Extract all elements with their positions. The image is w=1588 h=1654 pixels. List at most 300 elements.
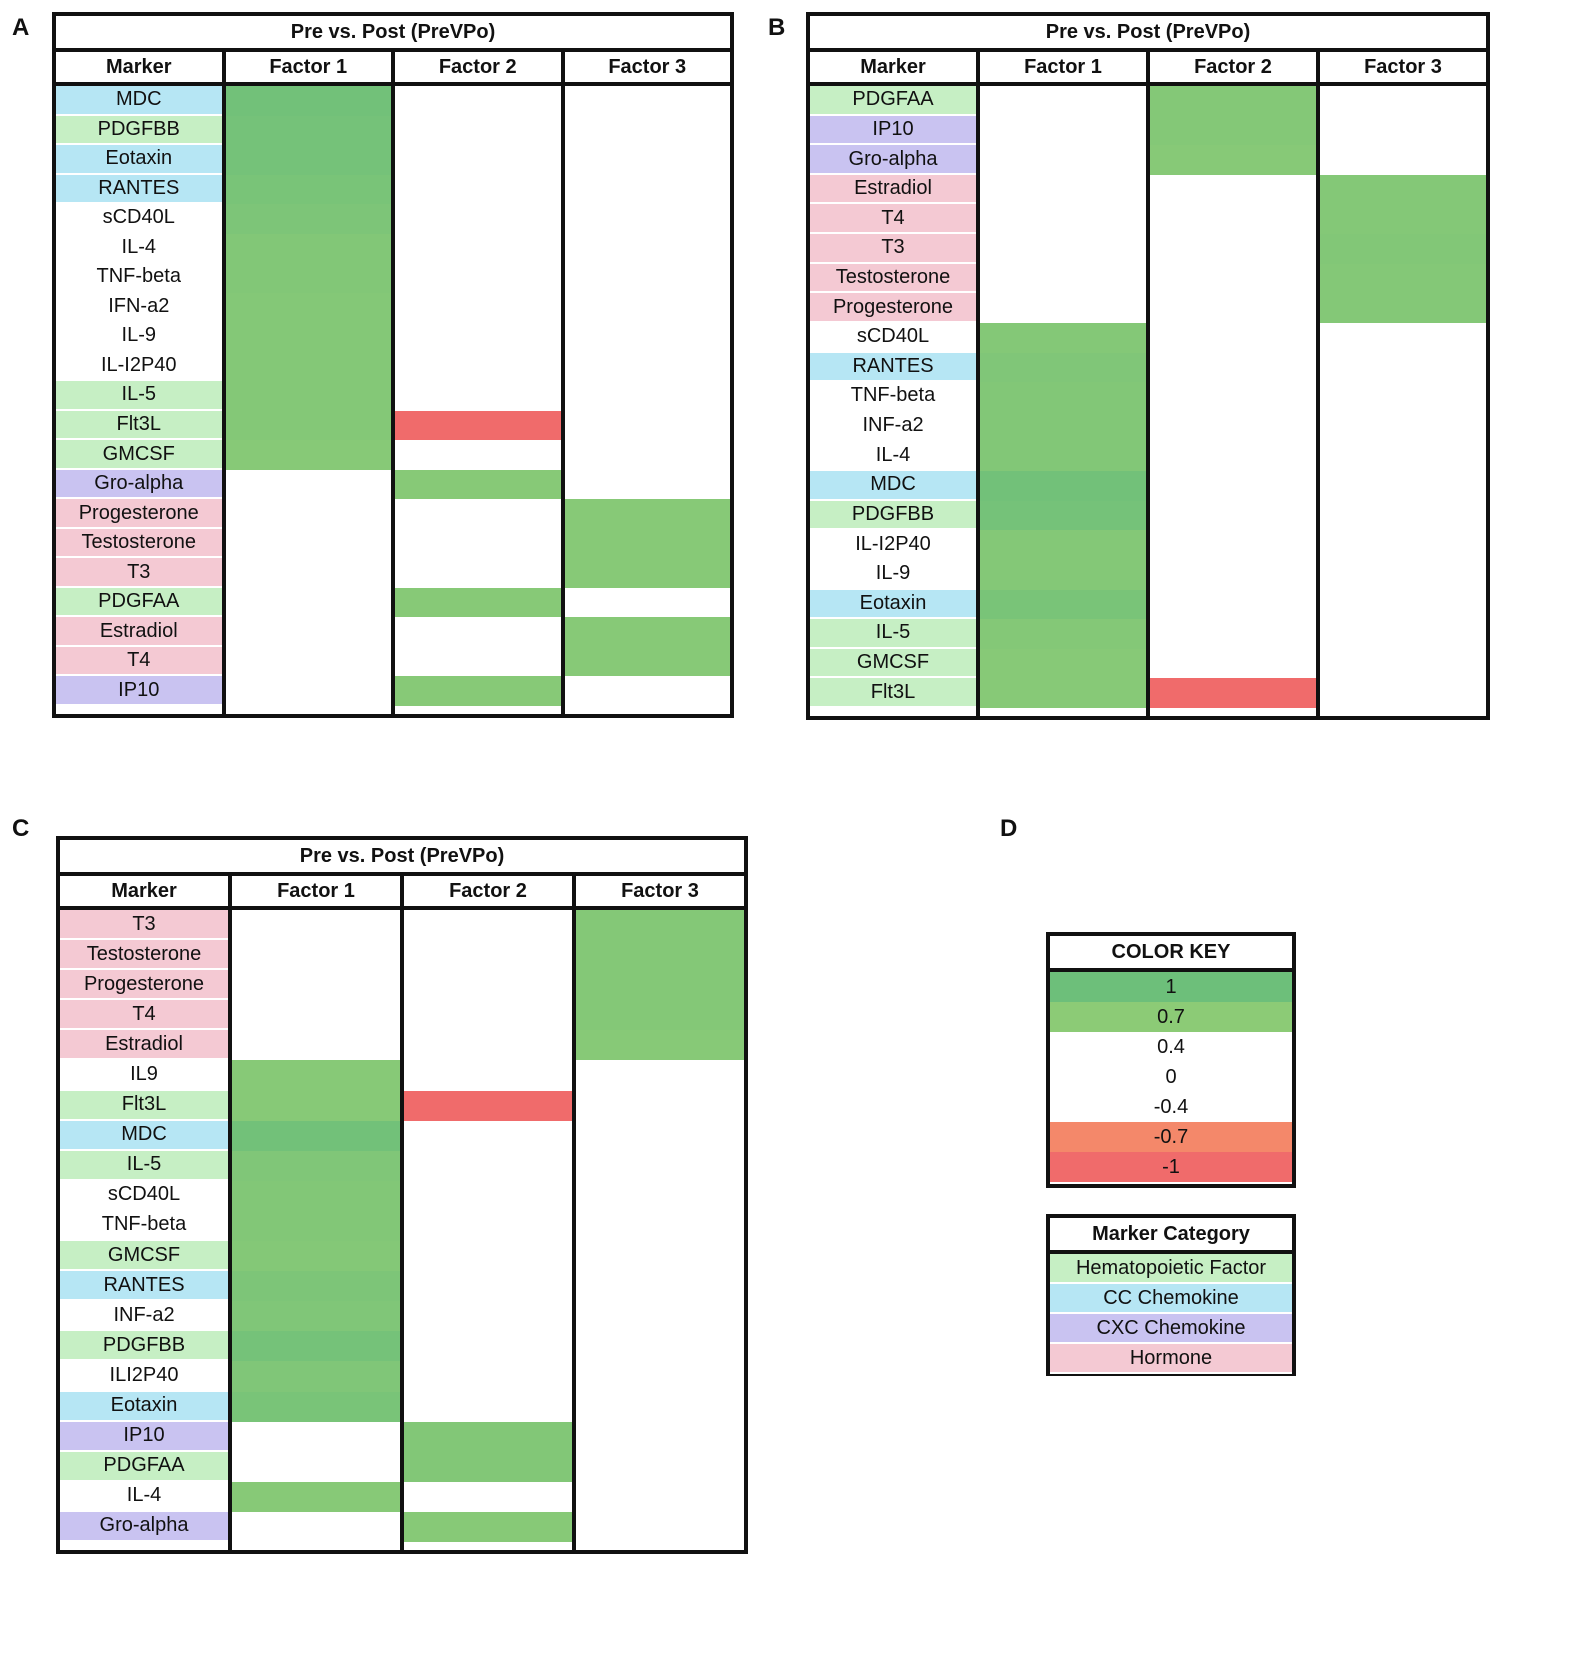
heatmap-cell — [1320, 678, 1486, 708]
heatmap-cell — [232, 940, 400, 971]
heatmap-cell — [1320, 234, 1486, 264]
marker-label: IP10 — [810, 116, 976, 146]
marker-label: INF-a2 — [810, 412, 976, 442]
heatmap-cell — [226, 411, 392, 441]
heatmap-cell — [1150, 86, 1316, 116]
heatmap-cell — [232, 1512, 400, 1543]
heatmap-cell — [1150, 382, 1316, 412]
heatmap-cell — [565, 411, 731, 441]
header-marker: Marker — [105, 55, 172, 78]
heatmap-cell — [395, 204, 561, 234]
heatmap-cell — [1320, 86, 1486, 116]
heatmap-table-c — [56, 836, 748, 1554]
heatmap-cell — [404, 940, 572, 971]
heatmap-cell — [232, 1091, 400, 1122]
heatmap-cell — [576, 1151, 744, 1182]
marker-label: IP10 — [60, 1422, 228, 1452]
heatmap-cell — [226, 676, 392, 706]
color-key-level: 0.7 — [1050, 1002, 1292, 1032]
heatmap-cell — [404, 1331, 572, 1362]
heatmap-cell — [226, 647, 392, 677]
marker-label: T3 — [810, 234, 976, 264]
heatmap-cell — [565, 352, 731, 382]
heatmap-cell — [226, 116, 392, 146]
color-key-level: 1 — [1050, 972, 1292, 1002]
category-key-item: Hormone — [1050, 1344, 1292, 1374]
heatmap-cell — [232, 1301, 400, 1332]
heatmap-cell — [980, 204, 1146, 234]
heatmap-cell — [232, 1151, 400, 1182]
color-key-title: COLOR KEY — [1050, 936, 1292, 972]
heatmap-cell — [576, 1121, 744, 1152]
heatmap-cell — [226, 293, 392, 323]
marker-label: T4 — [56, 647, 222, 677]
marker-label: TNF-beta — [60, 1211, 228, 1241]
heatmap-cell — [232, 970, 400, 1001]
heatmap-cell — [1150, 145, 1316, 175]
heatmap-cell — [395, 263, 561, 293]
heatmap-cell — [576, 1512, 744, 1543]
marker-label: Flt3L — [60, 1091, 228, 1121]
heatmap-cell — [395, 676, 561, 706]
heatmap-cell — [226, 470, 392, 500]
heatmap-cell — [565, 86, 731, 116]
heatmap-cell — [1320, 590, 1486, 620]
heatmap-cell — [980, 234, 1146, 264]
heatmap-cell — [576, 1091, 744, 1122]
marker-label: T3 — [56, 558, 222, 588]
marker-label: INF-a2 — [60, 1301, 228, 1331]
heatmap-cell — [576, 1181, 744, 1212]
heatmap-cell — [1320, 204, 1486, 234]
marker-label: Estradiol — [60, 1030, 228, 1060]
marker-label: IL-5 — [810, 619, 976, 649]
heatmap-cell — [404, 1361, 572, 1392]
heatmap-cell — [1150, 234, 1316, 264]
header-factor-3: Factor 3 — [621, 879, 699, 902]
heatmap-cell — [404, 1181, 572, 1212]
heatmap-cell — [395, 558, 561, 588]
heatmap-cell — [980, 293, 1146, 323]
heatmap-cell — [404, 1211, 572, 1242]
heatmap-cell — [1150, 678, 1316, 708]
heatmap-cell — [1150, 264, 1316, 294]
heatmap-cell — [576, 1301, 744, 1332]
heatmap-cell — [1150, 619, 1316, 649]
heatmap-cell — [232, 1482, 400, 1513]
marker-label: IL-9 — [56, 322, 222, 352]
heatmap-cell — [226, 499, 392, 529]
marker-label: GMCSF — [810, 649, 976, 679]
marker-label: GMCSF — [60, 1241, 228, 1271]
heatmap-cell — [980, 382, 1146, 412]
heatmap-table-b — [806, 12, 1490, 720]
heatmap-cell — [576, 1482, 744, 1513]
heatmap-cell — [576, 1392, 744, 1423]
heatmap-cell — [980, 590, 1146, 620]
heatmap-cell — [980, 560, 1146, 590]
marker-label: PDGFBB — [810, 501, 976, 531]
marker-label: Progesterone — [60, 970, 228, 1000]
panel-label-a: A — [12, 14, 30, 41]
header-factor-3: Factor 3 — [1364, 55, 1442, 78]
header-factor-1: Factor 1 — [269, 55, 348, 78]
heatmap-cell — [980, 619, 1146, 649]
table-title: Pre vs. Post (PreVPo) — [810, 16, 1486, 52]
marker-label: IL9 — [60, 1060, 228, 1090]
heatmap-cell — [576, 940, 744, 971]
column-divider — [391, 52, 395, 714]
heatmap-cell — [1320, 471, 1486, 501]
heatmap-cell — [226, 234, 392, 264]
heatmap-cell — [395, 175, 561, 205]
heatmap-cell — [404, 1482, 572, 1513]
heatmap-cell — [980, 175, 1146, 205]
heatmap-cell — [1320, 353, 1486, 383]
marker-label: IL-I2P40 — [56, 352, 222, 382]
color-key-level: -0.4 — [1050, 1092, 1292, 1122]
marker-label: PDGFBB — [56, 116, 222, 146]
header-factor-1: Factor 1 — [277, 879, 355, 902]
heatmap-cell — [395, 352, 561, 382]
heatmap-cell — [1320, 382, 1486, 412]
marker-label: IL-4 — [60, 1482, 228, 1512]
heatmap-cell — [226, 617, 392, 647]
heatmap-cell — [1320, 619, 1486, 649]
category-key-title: Marker Category — [1050, 1218, 1292, 1254]
heatmap-cell — [1320, 501, 1486, 531]
heatmap-cell — [404, 1091, 572, 1122]
heatmap-cell — [226, 263, 392, 293]
marker-label: IFN-a2 — [56, 293, 222, 323]
heatmap-cell — [1150, 323, 1316, 353]
marker-label: IL-5 — [56, 381, 222, 411]
marker-label: IL-4 — [56, 234, 222, 264]
marker-label: RANTES — [810, 353, 976, 383]
column-divider — [561, 52, 565, 714]
heatmap-cell — [576, 910, 744, 941]
heatmap-cell — [576, 970, 744, 1001]
marker-label: IL-5 — [60, 1151, 228, 1181]
heatmap-cell — [1320, 116, 1486, 146]
heatmap-cell — [980, 86, 1146, 116]
marker-label: IL-I2P40 — [810, 530, 976, 560]
heatmap-cell — [980, 530, 1146, 560]
heatmap-cell — [226, 381, 392, 411]
category-key-item: CC Chemokine — [1050, 1284, 1292, 1314]
heatmap-cell — [1320, 145, 1486, 175]
heatmap-cell — [1320, 412, 1486, 442]
column-divider — [228, 876, 232, 1550]
heatmap-cell — [395, 234, 561, 264]
heatmap-cell — [565, 204, 731, 234]
heatmap-cell — [395, 588, 561, 618]
heatmap-cell — [404, 1271, 572, 1302]
heatmap-cell — [565, 322, 731, 352]
marker-label: Flt3L — [810, 678, 976, 708]
color-key-level: 0.4 — [1050, 1032, 1292, 1062]
heatmap-cell — [980, 441, 1146, 471]
color-key-level: -0.7 — [1050, 1122, 1292, 1152]
table-title: Pre vs. Post (PreVPo) — [60, 840, 744, 876]
marker-label: Eotaxin — [56, 145, 222, 175]
heatmap-cell — [576, 1000, 744, 1031]
heatmap-cell — [404, 1241, 572, 1272]
header-factor-2: Factor 2 — [449, 879, 527, 902]
marker-label: sCD40L — [810, 323, 976, 353]
heatmap-cell — [404, 1452, 572, 1483]
column-divider — [1146, 52, 1150, 716]
marker-label: IL-4 — [810, 441, 976, 471]
heatmap-cell — [404, 1512, 572, 1543]
heatmap-cell — [565, 647, 731, 677]
heatmap-cell — [1150, 441, 1316, 471]
heatmap-cell — [395, 617, 561, 647]
marker-label: T3 — [60, 910, 228, 940]
heatmap-cell — [395, 86, 561, 116]
heatmap-cell — [576, 1422, 744, 1453]
column-divider — [400, 876, 404, 1550]
heatmap-cell — [980, 678, 1146, 708]
heatmap-cell — [565, 234, 731, 264]
heatmap-cell — [395, 470, 561, 500]
header-factor-3: Factor 3 — [608, 55, 687, 78]
heatmap-cell — [226, 204, 392, 234]
marker-label: Testosterone — [56, 529, 222, 559]
heatmap-cell — [565, 588, 731, 618]
heatmap-cell — [1150, 412, 1316, 442]
heatmap-cell — [395, 116, 561, 146]
heatmap-cell — [232, 1030, 400, 1061]
marker-label: Progesterone — [810, 293, 976, 323]
heatmap-cell — [565, 381, 731, 411]
heatmap-cell — [1150, 649, 1316, 679]
heatmap-cell — [576, 1060, 744, 1091]
heatmap-cell — [565, 617, 731, 647]
heatmap-cell — [395, 381, 561, 411]
heatmap-cell — [1320, 530, 1486, 560]
heatmap-cell — [980, 116, 1146, 146]
marker-label: GMCSF — [56, 440, 222, 470]
marker-label: PDGFAA — [60, 1452, 228, 1482]
heatmap-cell — [1150, 590, 1316, 620]
heatmap-cell — [1150, 560, 1316, 590]
heatmap-cell — [395, 440, 561, 470]
column-divider — [976, 52, 980, 716]
heatmap-cell — [395, 647, 561, 677]
heatmap-cell — [1150, 204, 1316, 234]
heatmap-cell — [565, 676, 731, 706]
marker-label: Gro-alpha — [60, 1512, 228, 1542]
heatmap-cell — [565, 175, 731, 205]
marker-label: Eotaxin — [810, 590, 976, 620]
heatmap-cell — [565, 263, 731, 293]
heatmap-cell — [1150, 471, 1316, 501]
heatmap-cell — [226, 352, 392, 382]
heatmap-cell — [980, 353, 1146, 383]
marker-label: IP10 — [56, 676, 222, 706]
heatmap-cell — [232, 1211, 400, 1242]
heatmap-cell — [980, 501, 1146, 531]
heatmap-cell — [404, 1151, 572, 1182]
heatmap-cell — [1320, 264, 1486, 294]
heatmap-cell — [1150, 530, 1316, 560]
marker-label: PDGFBB — [60, 1331, 228, 1361]
heatmap-cell — [395, 293, 561, 323]
heatmap-cell — [232, 1361, 400, 1392]
heatmap-cell — [1320, 560, 1486, 590]
marker-label: Testosterone — [810, 264, 976, 294]
heatmap-cell — [232, 1331, 400, 1362]
marker-label: Gro-alpha — [56, 470, 222, 500]
marker-label: Estradiol — [810, 175, 976, 205]
heatmap-cell — [226, 440, 392, 470]
header-marker: Marker — [860, 55, 926, 78]
marker-label: Testosterone — [60, 940, 228, 970]
heatmap-cell — [1320, 175, 1486, 205]
heatmap-cell — [1150, 175, 1316, 205]
heatmap-cell — [565, 293, 731, 323]
column-divider — [572, 876, 576, 1550]
marker-label: Estradiol — [56, 617, 222, 647]
heatmap-cell — [404, 1301, 572, 1332]
panel-label-c: C — [12, 815, 30, 842]
marker-label: MDC — [56, 86, 222, 116]
marker-label: RANTES — [56, 175, 222, 205]
heatmap-cell — [1320, 293, 1486, 323]
heatmap-table-a — [52, 12, 734, 718]
heatmap-cell — [565, 499, 731, 529]
heatmap-cell — [980, 471, 1146, 501]
heatmap-cell — [404, 1060, 572, 1091]
heatmap-cell — [565, 558, 731, 588]
heatmap-cell — [232, 1452, 400, 1483]
category-key — [1046, 1214, 1296, 1376]
heatmap-cell — [232, 1422, 400, 1453]
heatmap-cell — [232, 1392, 400, 1423]
heatmap-cell — [576, 1271, 744, 1302]
heatmap-cell — [565, 440, 731, 470]
heatmap-cell — [980, 145, 1146, 175]
heatmap-cell — [226, 86, 392, 116]
column-divider — [1316, 52, 1320, 716]
heatmap-cell — [576, 1361, 744, 1392]
heatmap-cell — [404, 970, 572, 1001]
heatmap-cell — [576, 1331, 744, 1362]
heatmap-cell — [395, 411, 561, 441]
heatmap-cell — [565, 116, 731, 146]
heatmap-cell — [226, 588, 392, 618]
panel-label-b: B — [768, 14, 786, 41]
heatmap-cell — [1320, 649, 1486, 679]
heatmap-cell — [576, 1211, 744, 1242]
heatmap-cell — [1150, 116, 1316, 146]
marker-label: T4 — [810, 204, 976, 234]
heatmap-cell — [226, 322, 392, 352]
category-key-rows — [1050, 1254, 1292, 1374]
marker-label: Eotaxin — [60, 1392, 228, 1422]
heatmap-cell — [1150, 353, 1316, 383]
marker-label: TNF-beta — [810, 382, 976, 412]
marker-label: sCD40L — [56, 204, 222, 234]
color-key-level: -1 — [1050, 1152, 1292, 1182]
header-marker: Marker — [111, 879, 177, 902]
column-divider — [222, 52, 226, 714]
heatmap-cell — [565, 529, 731, 559]
marker-label: MDC — [810, 471, 976, 501]
heatmap-cell — [576, 1030, 744, 1061]
color-key — [1046, 932, 1296, 1188]
marker-label: TNF-beta — [56, 263, 222, 293]
marker-label: PDGFAA — [56, 588, 222, 618]
heatmap-cell — [404, 1392, 572, 1423]
heatmap-cell — [226, 175, 392, 205]
heatmap-cell — [232, 1060, 400, 1091]
header-factor-2: Factor 2 — [438, 55, 517, 78]
marker-label: ILI2P40 — [60, 1361, 228, 1391]
heatmap-cell — [980, 323, 1146, 353]
heatmap-cell — [1320, 323, 1486, 353]
heatmap-cell — [404, 1121, 572, 1152]
heatmap-cell — [404, 1422, 572, 1453]
heatmap-cell — [395, 322, 561, 352]
heatmap-cell — [1320, 441, 1486, 471]
heatmap-cell — [980, 264, 1146, 294]
heatmap-cell — [980, 649, 1146, 679]
heatmap-cell — [395, 529, 561, 559]
heatmap-cell — [226, 145, 392, 175]
panel-label-d: D — [1000, 815, 1018, 842]
heatmap-cell — [1150, 293, 1316, 323]
color-key-level: 0 — [1050, 1062, 1292, 1092]
heatmap-cell — [232, 1271, 400, 1302]
heatmap-cell — [576, 1452, 744, 1483]
category-key-item: CXC Chemokine — [1050, 1314, 1292, 1344]
heatmap-cell — [226, 558, 392, 588]
marker-label: Gro-alpha — [810, 145, 976, 175]
heatmap-cell — [395, 499, 561, 529]
header-factor-1: Factor 1 — [1024, 55, 1102, 78]
category-key-item: Hematopoietic Factor — [1050, 1254, 1292, 1284]
marker-label: PDGFAA — [810, 86, 976, 116]
heatmap-cell — [404, 910, 572, 941]
heatmap-cell — [232, 1000, 400, 1031]
marker-label: MDC — [60, 1121, 228, 1151]
heatmap-cell — [404, 1000, 572, 1031]
heatmap-cell — [232, 1241, 400, 1272]
heatmap-cell — [395, 145, 561, 175]
heatmap-cell — [232, 910, 400, 941]
marker-label: RANTES — [60, 1271, 228, 1301]
heatmap-cell — [980, 412, 1146, 442]
heatmap-cell — [1150, 501, 1316, 531]
marker-label: T4 — [60, 1000, 228, 1030]
heatmap-cell — [232, 1121, 400, 1152]
heatmap-cell — [226, 529, 392, 559]
heatmap-cell — [232, 1181, 400, 1212]
marker-label: Flt3L — [56, 411, 222, 441]
color-key-rows — [1050, 972, 1292, 1182]
marker-label: IL-9 — [810, 560, 976, 590]
heatmap-cell — [565, 470, 731, 500]
heatmap-cell — [404, 1030, 572, 1061]
marker-label: Progesterone — [56, 499, 222, 529]
marker-label: sCD40L — [60, 1181, 228, 1211]
heatmap-cell — [565, 145, 731, 175]
table-title: Pre vs. Post (PreVPo) — [56, 16, 730, 52]
heatmap-cell — [576, 1241, 744, 1272]
header-factor-2: Factor 2 — [1194, 55, 1272, 78]
